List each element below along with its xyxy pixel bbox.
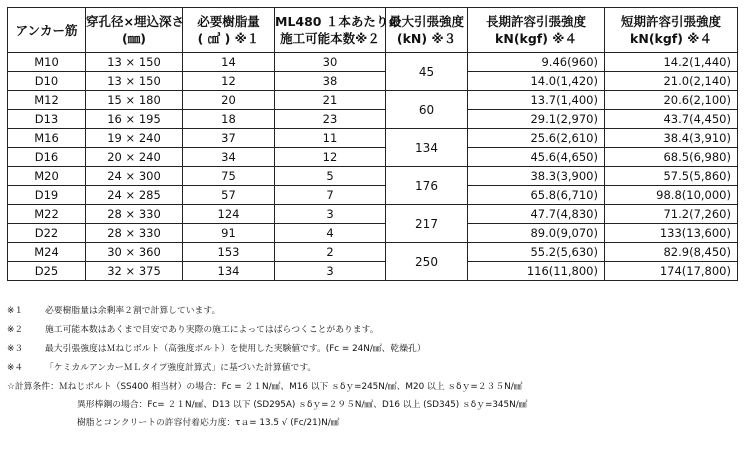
calc-condition-line-3	[7, 417, 745, 435]
header-long-term: 長期許容引張強度 kN(kgf) ※４	[468, 8, 605, 53]
long-term-cell: 38.3(3,900)	[468, 167, 605, 186]
long-term-cell: 116(11,800)	[468, 262, 605, 281]
resin-cell: 37	[183, 129, 275, 148]
bore-cell: 32 × 375	[86, 262, 183, 281]
table-row	[8, 110, 738, 129]
resin-cell: 124	[183, 205, 275, 224]
anchor-cell: D16	[8, 148, 86, 167]
anchor-cell: M22	[8, 205, 86, 224]
count-cell: 3	[275, 262, 386, 281]
header-bore: 穿孔径×埋込深さ (㎜)	[86, 8, 183, 53]
table-row	[8, 186, 738, 205]
short-term-cell: 71.2(7,260)	[605, 205, 738, 224]
long-term-cell: 89.0(9,070)	[468, 224, 605, 243]
bore-cell: 19 × 240	[86, 129, 183, 148]
note-text: 「ケミカルアンカーＭＬタイプ強度計算式」に基づいた計算値です。	[45, 363, 317, 373]
count-cell: 5	[275, 167, 386, 186]
resin-cell: 57	[183, 186, 275, 205]
count-cell: 21	[275, 91, 386, 110]
count-cell: 38	[275, 72, 386, 91]
resin-cell: 134	[183, 262, 275, 281]
max-strength-cell: 60	[386, 91, 468, 129]
long-term-cell: 55.2(5,630)	[468, 243, 605, 262]
count-cell: 23	[275, 110, 386, 129]
count-cell: 11	[275, 129, 386, 148]
bore-cell: 13 × 150	[86, 72, 183, 91]
short-term-cell: 133(13,600)	[605, 224, 738, 243]
short-term-cell: 98.8(10,000)	[605, 186, 738, 205]
table-row	[8, 167, 738, 186]
anchor-cell: M24	[8, 243, 86, 262]
bore-cell: 28 × 330	[86, 205, 183, 224]
note-2	[7, 324, 745, 343]
table-row	[8, 243, 738, 262]
table-row	[8, 148, 738, 167]
header-anchor: アンカー筋	[8, 8, 86, 53]
note-text: 施工可能本数はあくまで目安であり実際の施工によってはばらつくことがあります。	[45, 325, 379, 335]
header-short-term: 短期許容引張強度 kN(kgf) ※４	[605, 8, 738, 53]
resin-cell: 75	[183, 167, 275, 186]
short-term-cell: 43.7(4,450)	[605, 110, 738, 129]
short-term-cell: 174(17,800)	[605, 262, 738, 281]
note-3	[7, 343, 745, 362]
bore-cell: 30 × 360	[86, 243, 183, 262]
note-1	[7, 305, 745, 324]
bore-cell: 28 × 330	[86, 224, 183, 243]
bore-cell: 24 × 285	[86, 186, 183, 205]
calc-condition-line-2	[7, 399, 745, 417]
short-term-cell: 38.4(3,910)	[605, 129, 738, 148]
note-mark: ※３	[7, 344, 24, 354]
bore-cell: 20 × 240	[86, 148, 183, 167]
anchor-cell: M10	[8, 53, 86, 72]
anchor-spec-table	[7, 7, 738, 281]
table-row	[8, 224, 738, 243]
table-row	[8, 72, 738, 91]
count-cell: 7	[275, 186, 386, 205]
note-mark: ※１	[7, 306, 24, 316]
anchor-cell: D25	[8, 262, 86, 281]
short-term-cell: 68.5(6,980)	[605, 148, 738, 167]
max-strength-cell: 134	[386, 129, 468, 167]
anchor-cell: D22	[8, 224, 86, 243]
count-cell: 4	[275, 224, 386, 243]
resin-cell: 91	[183, 224, 275, 243]
table-row	[8, 91, 738, 110]
anchor-cell: D10	[8, 72, 86, 91]
bore-cell: 16 × 195	[86, 110, 183, 129]
note-mark: ※４	[7, 363, 24, 373]
long-term-cell: 13.7(1,400)	[468, 91, 605, 110]
anchor-cell: D13	[8, 110, 86, 129]
table-row	[8, 205, 738, 224]
bore-cell: 24 × 300	[86, 167, 183, 186]
table-row	[8, 129, 738, 148]
notes-section	[7, 305, 745, 435]
bore-cell: 15 × 180	[86, 91, 183, 110]
header-max-strength: 最大引張強度 (kN) ※３	[386, 8, 468, 53]
long-term-cell: 29.1(2,970)	[468, 110, 605, 129]
long-term-cell: 9.46(960)	[468, 53, 605, 72]
short-term-cell: 57.5(5,860)	[605, 167, 738, 186]
short-term-cell: 14.2(1,440)	[605, 53, 738, 72]
long-term-cell: 47.7(4,830)	[468, 205, 605, 224]
note-text: 必要樹脂量は余剰率２割で計算しています。	[45, 306, 221, 316]
resin-cell: 153	[183, 243, 275, 262]
note-mark: ※２	[7, 325, 24, 335]
short-term-cell: 21.0(2,140)	[605, 72, 738, 91]
table-header-row	[8, 8, 738, 53]
max-strength-cell: 217	[386, 205, 468, 243]
resin-cell: 20	[183, 91, 275, 110]
note-4	[7, 362, 745, 381]
note-text: 最大引張強度はＭねじボルト（高強度ボルト）を使用した実験値です。(Fc = 24N/㎟、乾燥孔）	[45, 344, 426, 354]
bore-cell: 13 × 150	[86, 53, 183, 72]
calc-text: 異形棒鋼の場合：Fc= ２１N/㎟、D13 以下 (SD295A) ｓδｙ=２９５N/㎟、D16 以上 (SD345) ｓδｙ=345N/㎟	[77, 400, 528, 410]
table-row	[8, 262, 738, 281]
resin-cell: 18	[183, 110, 275, 129]
long-term-cell: 14.0(1,420)	[468, 72, 605, 91]
long-term-cell: 45.6(4,650)	[468, 148, 605, 167]
count-cell: 30	[275, 53, 386, 72]
calc-condition-line-1: ☆計算条件：Ｍねじボルト（SS400 相当材）の場合：Fc = ２１N/㎟、M16 以下 ｓδｙ=245N/㎟、M20 以上 ｓδｙ=２３５N/㎟	[7, 382, 523, 392]
header-resin: 必要樹脂量 ( ㎤ ) ※１	[183, 8, 275, 53]
count-cell: 12	[275, 148, 386, 167]
count-cell: 2	[275, 243, 386, 262]
short-term-cell: 20.6(2,100)	[605, 91, 738, 110]
long-term-cell: 25.6(2,610)	[468, 129, 605, 148]
anchor-cell: M16	[8, 129, 86, 148]
max-strength-cell: 45	[386, 53, 468, 91]
count-cell: 3	[275, 205, 386, 224]
anchor-cell: M12	[8, 91, 86, 110]
anchor-cell: M20	[8, 167, 86, 186]
short-term-cell: 82.9(8,450)	[605, 243, 738, 262]
resin-cell: 34	[183, 148, 275, 167]
anchor-cell: D19	[8, 186, 86, 205]
resin-cell: 12	[183, 72, 275, 91]
calc-text: 樹脂とコンクリートの許容付着応力度：τａ= 13.5 √ (Fc/21)N/㎟	[77, 418, 340, 428]
max-strength-cell: 176	[386, 167, 468, 205]
max-strength-cell: 250	[386, 243, 468, 281]
header-count: ML480 １本あたりの 施工可能本数※２	[275, 8, 386, 53]
table-row	[8, 53, 738, 72]
resin-cell: 14	[183, 53, 275, 72]
long-term-cell: 65.8(6,710)	[468, 186, 605, 205]
